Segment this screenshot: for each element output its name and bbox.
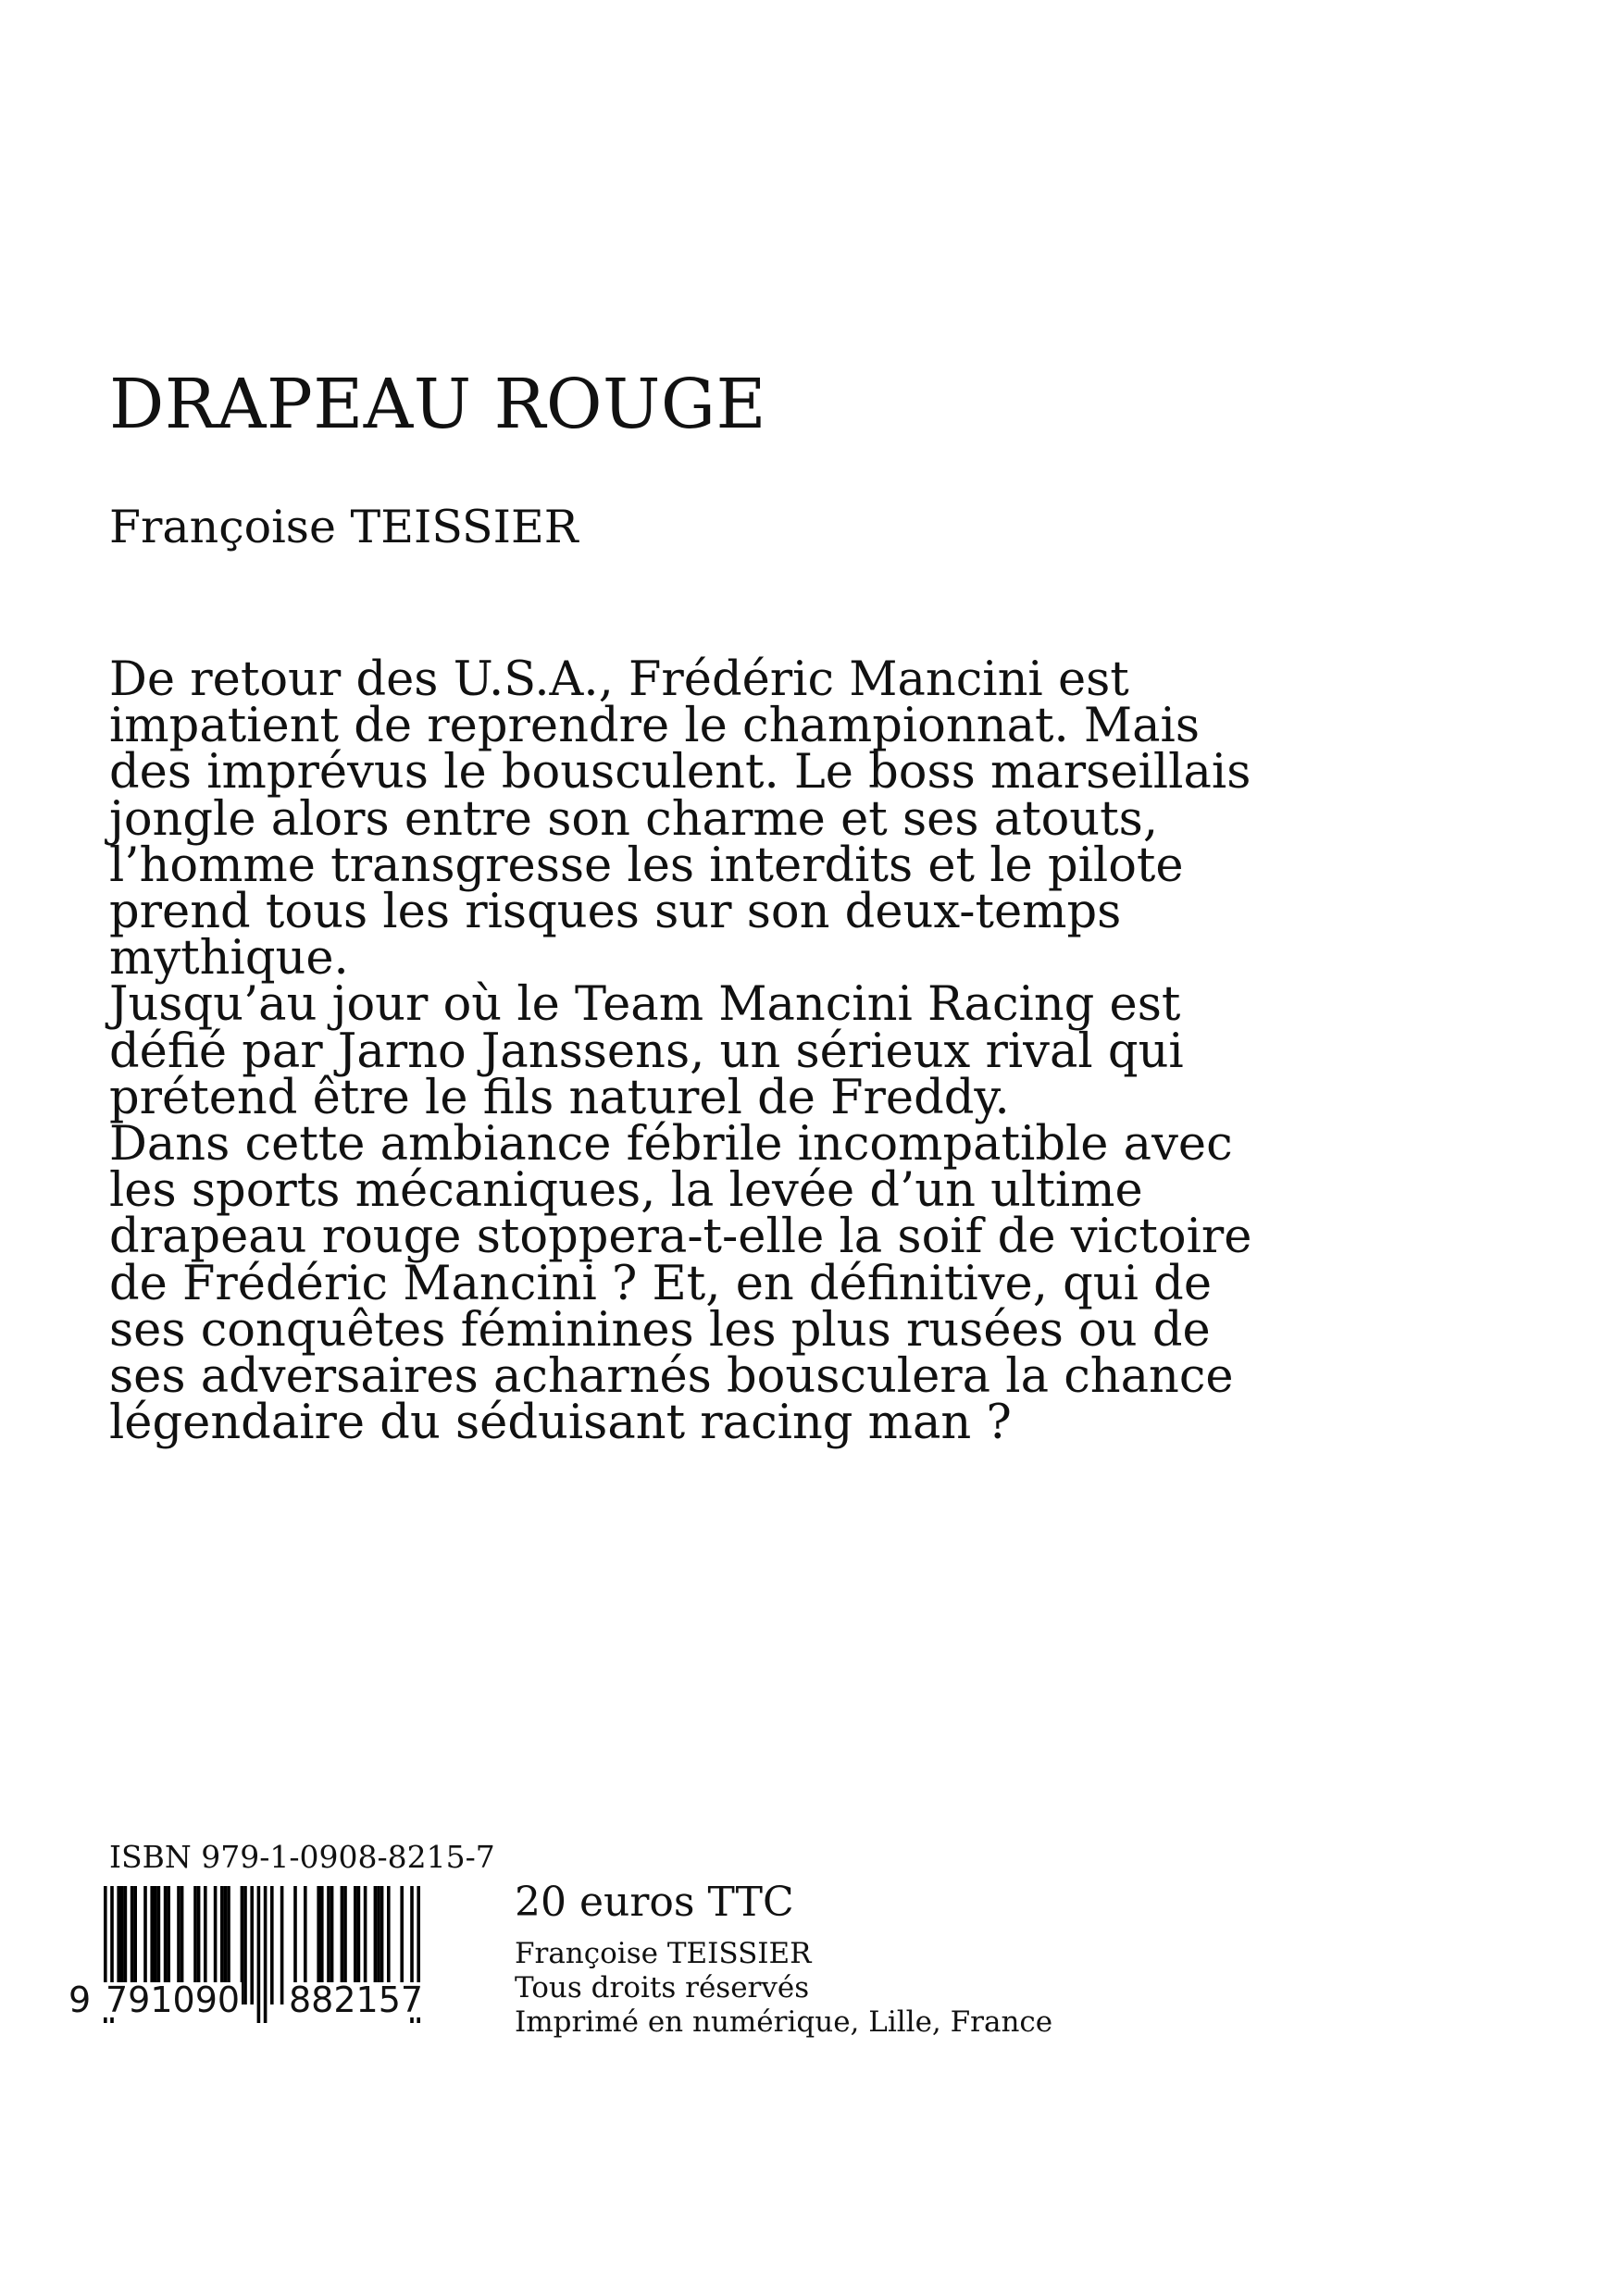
imprint-block <box>515 1937 1052 2040</box>
back-cover-blurb <box>109 652 1257 1451</box>
barcode-digits <box>67 1980 465 2027</box>
blurb-paragraph: Dans cette ambiance fébrile incompatible avec les sports mécaniques, la levée d’un ultime drapeau rouge stoppera-t-elle la soif de victoire de Frédéric Mancini ? Et, en définitive, qui de ses conquêtes féminines les plus rusées ou de ses adversaires acharnés bousculera la chance légendaire du séduisant racing man ? <box>109 1117 1252 1451</box>
price-label: 20 euros TTC <box>515 1879 794 1926</box>
book-author: Françoise TEISSIER <box>109 501 579 553</box>
imprint-rights: Tous droits réservés <box>515 1971 810 2004</box>
imprint-printing: Imprimé en numérique, Lille, France <box>515 2005 1053 2039</box>
blurb-paragraph: Jusqu’au jour où le Team Mancini Racing est défié par Jarno Janssens, un sérieux rival qui prétend être le fils naturel de Freddy. <box>109 977 1184 1125</box>
barcode-digit-first: 9 <box>68 1980 92 2020</box>
book-title: DRAPEAU ROUGE <box>109 365 767 444</box>
isbn-label: ISBN 979-1-0908-8215-7 <box>109 1839 495 1875</box>
blurb-paragraph: De retour des U.S.A., Frédéric Mancini est impatient de reprendre le championnat. Mais des imprévus le bousculent. Le boss marseillais jongle alors entre son charme et ses atouts, l’homme transgresse les interdits et le pilote prend tous les risques sur son deux-temps mythique. <box>109 652 1251 987</box>
imprint-author: Françoise TEISSIER <box>515 1937 812 1970</box>
barcode-digits-right: 882157 <box>289 1980 424 2020</box>
barcode-digits-left: 791090 <box>106 1980 241 2020</box>
